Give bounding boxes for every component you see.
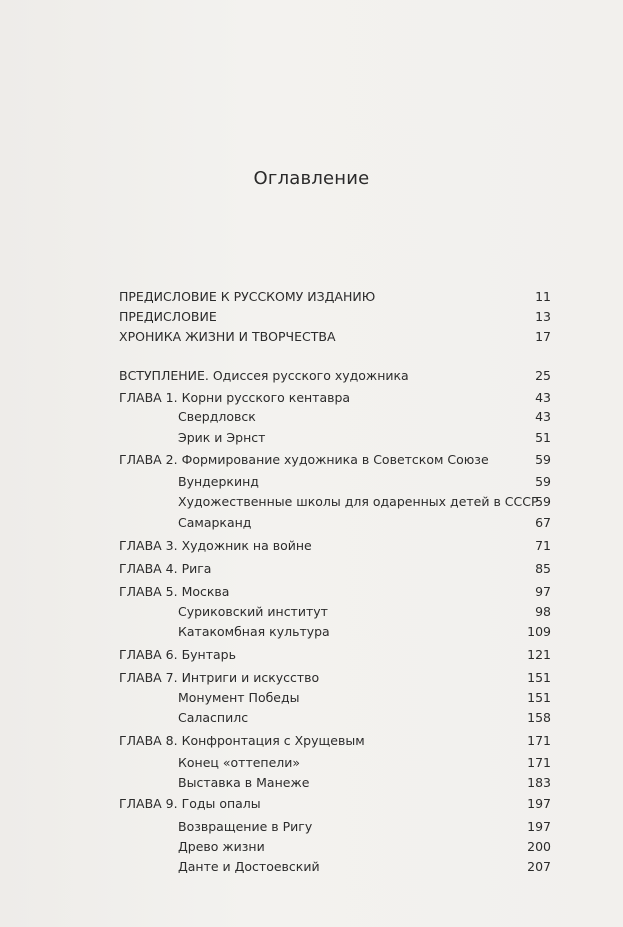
toc-page-number: 171 [527, 733, 551, 748]
toc-entry-label: ГЛАВА 5. Москва [119, 584, 230, 599]
toc-entry-label: Возвращение в Ригу [178, 819, 313, 834]
toc-subentry [119, 753, 551, 774]
toc-page-number: 43 [535, 390, 551, 405]
toc-entry-label: Древо жизни [178, 839, 265, 854]
toc-page-number: 59 [535, 474, 551, 489]
toc-entry [119, 645, 551, 666]
toc-entry [119, 559, 551, 580]
toc-page-number: 121 [527, 647, 551, 662]
toc-entry-label: ГЛАВА 1. Корни русского кентавра [119, 390, 351, 405]
toc-subentry [119, 688, 551, 709]
toc-entry [119, 366, 551, 387]
toc-entry-label: ГЛАВА 8. Конфронтация с Хрущевым [119, 733, 365, 748]
toc-entry-label: Вундеркинд [178, 474, 259, 489]
toc-entry-label: Саласпилс [178, 710, 249, 725]
toc-entry-label: Самарканд [178, 515, 252, 530]
toc-entry-label: Эрик и Эрнст [178, 430, 266, 445]
toc-page-number: 200 [527, 839, 551, 854]
toc-page-number: 171 [527, 755, 551, 770]
toc-subentry [119, 622, 551, 643]
toc-entry-label: ГЛАВА 4. Рига [119, 561, 212, 576]
toc-page-number: 151 [527, 690, 551, 705]
toc-entry [119, 388, 551, 409]
toc-page-number: 13 [535, 309, 551, 324]
toc-page-number: 71 [535, 538, 551, 553]
toc-page-number: 43 [535, 409, 551, 424]
toc-entry [119, 536, 551, 557]
toc-page-number: 183 [527, 775, 551, 790]
toc-page-number: 97 [535, 584, 551, 599]
toc-entry [119, 582, 551, 603]
toc-entry [119, 307, 551, 328]
toc-entry-label: ПРЕДИСЛОВИЕ [119, 309, 217, 324]
toc-entry-label: Художественные школы для одаренных детей в СССР [178, 494, 539, 509]
toc-entry-label: ВСТУПЛЕНИЕ. Одиссея русского художника [119, 368, 409, 383]
toc-subentry [119, 773, 551, 794]
toc-entry-label: Суриковский институт [178, 604, 328, 619]
toc-page-number: 59 [535, 494, 551, 509]
toc-entry [119, 450, 551, 471]
toc-page-number: 59 [535, 452, 551, 467]
toc-entry-label: Данте и Достоевский [178, 859, 320, 874]
toc-subentry [119, 428, 551, 449]
toc-page-number: 158 [527, 710, 551, 725]
toc-entry-label: ГЛАВА 3. Художник на войне [119, 538, 312, 553]
toc-subentry [119, 708, 551, 729]
toc-subentry [119, 407, 551, 428]
toc-entry [119, 731, 551, 752]
toc-title: Оглавление [253, 168, 370, 189]
toc-entry-label: Выставка в Манеже [178, 775, 310, 790]
toc-page-number: 197 [527, 819, 551, 834]
toc-entry-label: ПРЕДИСЛОВИЕ К РУССКОМУ ИЗДАНИЮ [119, 289, 376, 304]
toc-page-number: 207 [527, 859, 551, 874]
toc-entry [119, 287, 551, 308]
toc-entry-label: Монумент Победы [178, 690, 300, 705]
toc-entry-label: ГЛАВА 9. Годы опалы [119, 796, 261, 811]
toc-entry-label: ГЛАВА 6. Бунтарь [119, 647, 236, 662]
toc-subentry [119, 472, 551, 493]
toc-page-number: 11 [535, 289, 551, 304]
toc-subentry [119, 817, 551, 838]
toc-entry-label: ГЛАВА 2. Формирование художника в Советском Союзе [119, 452, 489, 467]
toc-subentry [119, 602, 551, 623]
toc-entry [119, 327, 551, 348]
toc-entry-label: Свердловск [178, 409, 256, 424]
toc-subentry [119, 513, 551, 534]
toc-entry-label: ХРОНИКА ЖИЗНИ И ТВОРЧЕСТВА [119, 329, 336, 344]
toc-entry-label: Катакомбная культура [178, 624, 330, 639]
toc-page-number: 51 [535, 430, 551, 445]
toc-page-number: 17 [535, 329, 551, 344]
toc-subentry [119, 837, 551, 858]
toc-entry-label: ГЛАВА 7. Интриги и искусство [119, 670, 320, 685]
toc-page-number: 67 [535, 515, 551, 530]
toc-subentry [119, 857, 551, 878]
toc-page-number: 98 [535, 604, 551, 619]
toc-subentry [119, 492, 551, 513]
toc-entry-label: Конец «оттепели» [178, 755, 301, 770]
toc-page-number: 109 [527, 624, 551, 639]
toc-entry [119, 794, 551, 815]
toc-entry [119, 668, 551, 689]
toc-page-number: 25 [535, 368, 551, 383]
toc-page-number: 151 [527, 670, 551, 685]
toc-page-number: 197 [527, 796, 551, 811]
table-of-contents [119, 287, 551, 887]
toc-page-number: 85 [535, 561, 551, 576]
